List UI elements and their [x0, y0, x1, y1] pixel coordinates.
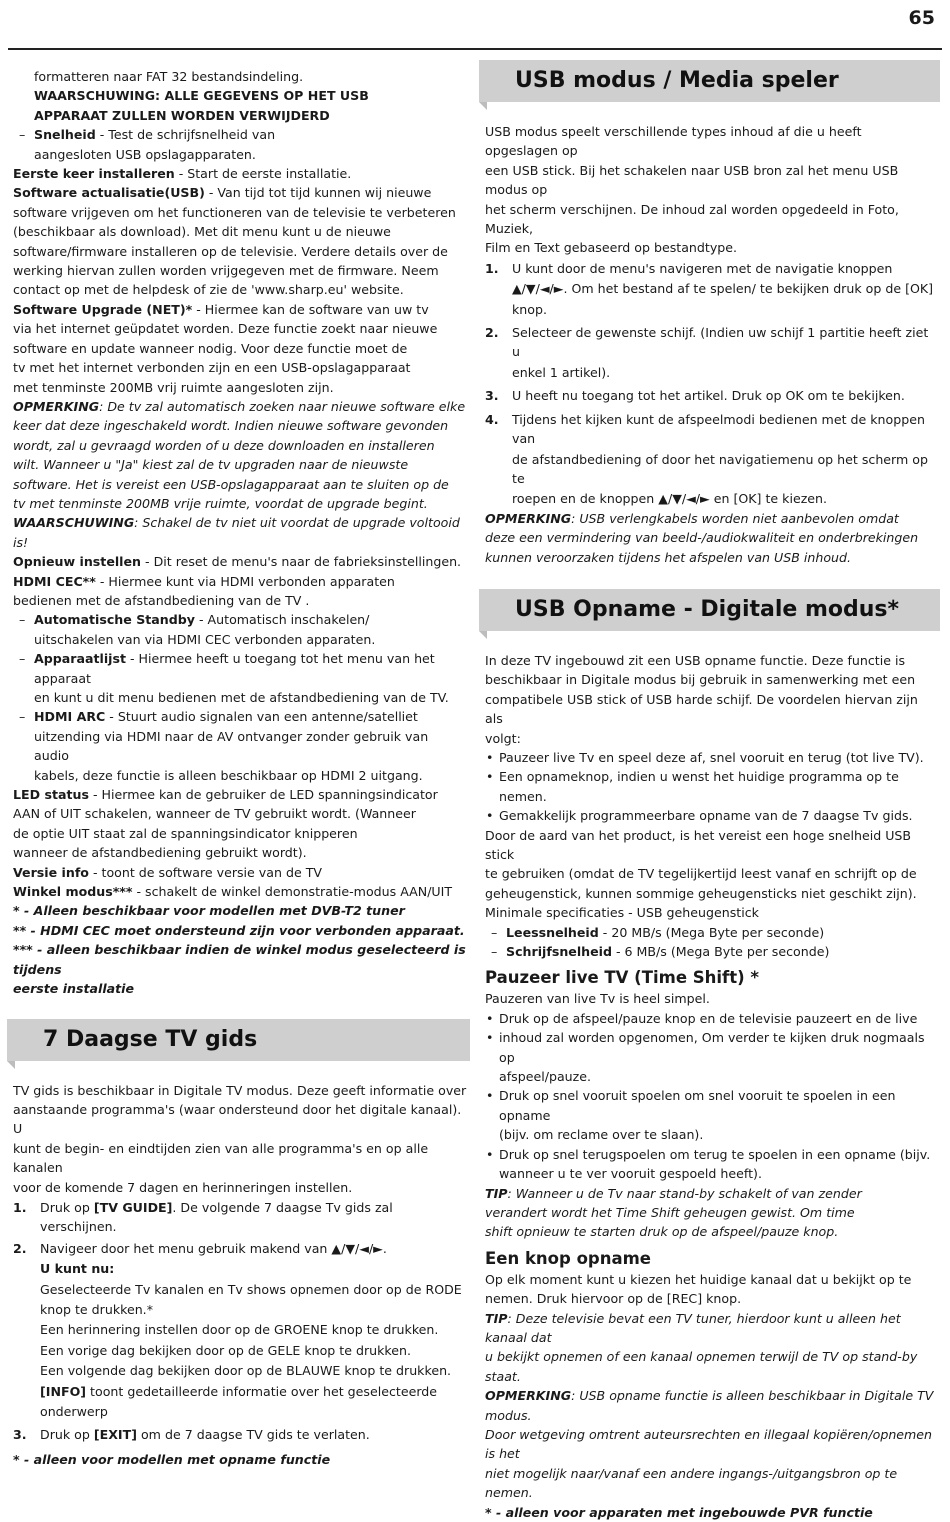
- bullet-item: • Pauzeer live Tv en speel deze af, snel vooruit en terug (tot live TV).: [485, 748, 937, 767]
- text-line: software vrijgeven om het functioneren van de televisie te verbeteren: [13, 204, 456, 220]
- right-column: [485, 60, 937, 1522]
- text-line: wilt. Wanneer u "Ja" kiest zal de tv upgraden naar de nieuwste: [13, 457, 409, 473]
- header-rule: [8, 48, 942, 50]
- text-line: de afstandbediening of door het navigatiemenu op het scherm op te: [512, 451, 928, 486]
- numbered-step: 3. U heeft nu toegang tot het artikel. Druk op OK om te bekijken.: [485, 388, 905, 404]
- text-line: bedienen met de afstandbediening van de TV .: [13, 592, 310, 608]
- page-number: 65: [908, 7, 935, 29]
- text-line: volgt:: [485, 730, 521, 746]
- text-line: onderwerp: [40, 1404, 108, 1419]
- text-line: TV gids is beschikbaar in Digitale TV modus. Deze geeft informatie over: [13, 1082, 467, 1098]
- waarschuwing-note: WAARSCHUWING: Schakel de tv niet uit voordat de upgrade voltooid is!: [13, 515, 460, 550]
- subsection-heading: Een knop opname: [485, 1248, 651, 1268]
- text-line: wordt, zal u gevraagd worden of u deze downloaden en installeren: [13, 437, 435, 453]
- text-line: Een herinnering instellen door op de GROENE knop te drukken.: [40, 1322, 439, 1338]
- text-line: Pauzeren van live Tv is heel simpel.: [485, 991, 710, 1007]
- text-line: Film en Text gebaseerd op bestandtype.: [485, 240, 738, 256]
- opmerking-note: OPMERKING: De tv zal automatisch zoeken naar nieuwe software elke: [13, 398, 466, 414]
- numbered-step: 4. Tijdens het kijken kunt de afspeelmodi bedienen met de knoppen van: [485, 411, 925, 447]
- numbered-step: 2. Selecteer de gewenste schijf. (Indien uw schijf 1 partitie heeft ziet u: [485, 325, 929, 360]
- text-line: te gebruiken (omdat de TV tegelijkertijd leest vanaf en schrijft op de: [485, 866, 917, 882]
- section-banner-tv-gids: [7, 1019, 470, 1061]
- text-line: knop te drukken.*: [40, 1301, 153, 1317]
- spec-item: – Schrijfsnelheid - 6 MB/s (Mega Byte per seconde): [485, 942, 937, 961]
- text-line: via het internet geüpdatet worden. Deze functie zoekt naar nieuwe: [13, 321, 438, 337]
- hdmi-cec: HDMI CEC** - Hiermee kunt via HDMI verbonden apparaten: [13, 573, 395, 589]
- apparaatlijst-item: – Apparaatlijst - Hiermee heeft u toegang tot het menu van het apparaat: [13, 649, 467, 688]
- text-line: nemen. Druk hiervoor op de [REC] knop.: [485, 1291, 742, 1307]
- text-line: roepen en de knoppen ▲/▼/◄/► en [OK] te kiezen.: [512, 491, 828, 507]
- opmerking-note: OPMERKING: USB verlengkabels worden niet aanbevolen omdat: [485, 510, 899, 526]
- text-line: Geselecteerde Tv kanalen en Tv shows opnemen door op de RODE: [40, 1281, 462, 1297]
- numbered-step: 3. Druk op [EXIT] om de 7 daagse TV gids te verlaten.: [13, 1427, 370, 1443]
- left-column: [13, 67, 467, 1469]
- text-line: shift opnieuw te starten druk op de afspeel/pauze knop.: [485, 1224, 839, 1240]
- text-line: een USB stick. Bij het schakelen naar USB bron zal het menu USB modus op: [485, 162, 899, 198]
- bullet-item: • Gemakkelijk programmeerbare opname van de 7 daagse Tv gids.: [485, 806, 937, 825]
- text-line: enkel 1 artikel).: [512, 364, 611, 380]
- text-line: Minimale specificaties - USB geheugenstick: [485, 905, 759, 921]
- footnote: ** - HDMI CEC moet ondersteund zijn voor verbonden apparaat.: [13, 922, 465, 938]
- versie-info: Versie info - toont de software versie van de TV: [13, 864, 323, 880]
- text-line: aangesloten USB opslagapparaten.: [34, 146, 256, 162]
- text-line: Door de aard van het product, is het vereist een hoge snelheid USB stick: [485, 827, 912, 862]
- led-status: LED status - Hiermee kan de gebruiker de LED spanningsindicator: [13, 787, 438, 803]
- text-line: USB modus speelt verschillende types inhoud af die u heeft opgeslagen op: [485, 124, 862, 159]
- text-line: (bijv. om reclame over te slaan).: [499, 1127, 704, 1143]
- text-line: contact op met de helpdesk of zie de 'www.sharp.eu' website.: [13, 282, 404, 298]
- text-line: werking hiervan zullen worden vrijgegeven met de firmware. Neem: [13, 263, 439, 279]
- text-line: afspeel/pauze.: [499, 1069, 591, 1085]
- text-line: software en update wanneer nodig. Voor deze functie moet de: [13, 340, 408, 356]
- text-line: kabels, deze functie is alleen beschikbaar op HDMI 2 uitgang.: [34, 767, 423, 783]
- snelheid-item: – Snelheid - Test de schrijfsnelheid van: [13, 125, 467, 144]
- text-line: In deze TV ingebouwd zit een USB opname functie. Deze functie is: [485, 652, 906, 668]
- section-banner-usb-modus: [479, 60, 940, 102]
- tip-note: TIP: Deze televisie bevat een TV tuner, hierdoor kunt u alleen het kanaal dat: [485, 1310, 901, 1345]
- text-line: de optie UIT staat zal de spanningsindicator knipperen: [13, 825, 358, 841]
- tip-note: TIP: Wanneer u de Tv naar stand-by schakelt of van zender: [485, 1185, 862, 1201]
- section-title: USB modus / Media speler: [515, 68, 839, 93]
- text-line: het scherm verschijnen. De inhoud zal worden opgedeeld in Foto, Muziek,: [485, 201, 899, 237]
- text-line: wanneer u te ver vooruit gespoeld heeft).: [499, 1166, 762, 1182]
- text-line: u bekijkt opnemen of een kanaal opnemen terwijl de TV op stand-by staat.: [485, 1349, 918, 1384]
- bullet-item: • Druk op snel vooruit spoelen om snel vooruit te spoelen in een opname: [485, 1086, 937, 1125]
- spec-item: – Leessnelheid - 20 MB/s (Mega Byte per seconde): [485, 923, 937, 942]
- text-line: Een vorige dag bekijken door op de GELE knop te drukken.: [40, 1342, 412, 1358]
- text-line: Op elk moment kunt u kiezen het huidige kanaal dat u bekijkt op te: [485, 1271, 912, 1287]
- text-line: uitschakelen van via HDMI CEC verbonden apparaten.: [34, 631, 376, 647]
- text-line: met tenminste 200MB vrij ruimte aangesloten zijn.: [13, 379, 334, 395]
- software-net: Software Upgrade (NET)* - Hiermee kan de software van uw tv: [13, 301, 429, 317]
- text-line: Een volgende dag bekijken door op de BLAUWE knop te drukken.: [40, 1363, 452, 1379]
- text-line: ▲/▼/◄/►. Om het bestand af te spelen/ te bekijken druk op de [OK]: [512, 281, 934, 297]
- bullet-item: • Druk op snel terugspoelen om terug te spoelen in een opname (bijv.: [485, 1145, 937, 1164]
- text-line: en kunt u dit menu bedienen met de afstandbediening van de TV.: [34, 690, 449, 705]
- text-line: tv met tenminste 200MB vrije ruimte, voordat de upgrade begint.: [13, 495, 428, 511]
- text-line: geheugenstick, kunnen sommige geheugensticks niet geschikt zijn).: [485, 885, 917, 901]
- section-title: 7 Daagse TV gids: [43, 1026, 258, 1052]
- opnieuw-instellen: Opnieuw instellen - Dit reset de menu's naar de fabrieksinstellingen.: [13, 554, 462, 570]
- text-line: (beschikbaar als download). Met dit menu kunt u de nieuwe: [13, 224, 391, 240]
- text-line: formatteren naar FAT 32 bestandsindeling.: [34, 69, 304, 84]
- text-line: deze een vermindering van beeld-/audiokwaliteit en onderbrekingen: [485, 530, 919, 546]
- step-subheading: U kunt nu:: [40, 1261, 115, 1277]
- warning-line: WAARSCHUWING: ALLE GEGEVENS OP HET USB: [34, 88, 369, 104]
- bullet-item: • Een opnameknop, indien u wenst het huidige programma op te nemen.: [485, 767, 937, 806]
- footnote: * - alleen voor apparaten met ingebouwde PVR functie: [485, 1504, 873, 1520]
- text-line: kunnen veroorzaken tijdens het afspelen van USB inhoud.: [485, 549, 852, 565]
- text-line: compatibele USB stick of USB harde schijf. De voordelen hiervan zijn als: [485, 691, 918, 727]
- text-line: AAN of UIT schakelen, wanneer de TV gebruikt wordt. (Wanneer: [13, 806, 416, 822]
- software-usb: Software actualisatie(USB) - Van tijd tot tijd kunnen wij nieuwe: [13, 185, 432, 201]
- text-line: uitzending via HDMI naar de AV ontvanger zonder gebruik van audio: [34, 728, 429, 764]
- footnote: *** - alleen beschikbaar indien de winkel modus geselecteerd is tijdens: [13, 942, 466, 977]
- eerste-installatie: Eerste keer installeren - Start de eerste installatie.: [13, 166, 352, 182]
- text-line: aanstaande programma's (waar ondersteund door het digitale kanaal). U: [13, 1101, 462, 1137]
- text-line: Door wetgeving omtrent auteursrechten en illegaal kopiëren/opnemen is het: [485, 1426, 933, 1462]
- text-line: kunt de begin- en eindtijden zien van alle programma's en op alle kanalen: [13, 1140, 429, 1176]
- text-line: • inhoud zal worden opgenomen, Om verder te kijken druk nogmaals op: [485, 1028, 937, 1067]
- text-line: niet mogelijk naar/vanaf een andere ingangs-/uitgangsbron op te nemen.: [485, 1465, 898, 1501]
- text-line: voor de komende 7 dagen en herinneringen instellen.: [13, 1179, 353, 1195]
- numbered-step: 1. Druk op [TV GUIDE]. De volgende 7 daagse Tv gids zal verschijnen.: [13, 1199, 393, 1235]
- footnote: eerste installatie: [13, 981, 135, 997]
- section-banner-usb-opname: [479, 589, 940, 631]
- numbered-step: 1. U kunt door de menu's navigeren met de navigatie knoppen: [485, 260, 893, 276]
- text-line: [INFO] toont gedetailleerde informatie over het geselecteerde: [40, 1383, 438, 1399]
- section-title: USB Opname - Digitale modus*: [515, 596, 900, 622]
- text-line: software/firmware installeren op de televisie. Verdere details over de: [13, 243, 448, 259]
- warning-line: APPARAAT ZULLEN WORDEN VERWIJDERD: [34, 107, 330, 123]
- text-line: wanneer de afstandbediening gebruikt wordt).: [13, 845, 307, 861]
- text-line: beschikbaar in Digitale modus bij gebruik in samenwerking met een: [485, 672, 916, 688]
- text-line: knop.: [512, 301, 547, 317]
- text-line: software. Het is vereist een USB-opslagapparaat aan te sluiten op de: [13, 476, 449, 492]
- winkel-modus: Winkel modus*** - schakelt de winkel demonstratie-modus AAN/UIT: [13, 884, 453, 900]
- text-line: verandert wordt het Time Shift geheugen gewist. Om time: [485, 1204, 855, 1220]
- text-line: keer dat deze ingeschakeld wordt. Indien nieuwe software gevonden: [13, 418, 449, 434]
- bullet-item: • Druk op de afspeel/pauze knop en de televisie pauzeert en de live: [485, 1009, 937, 1028]
- hdmi-arc-item: – HDMI ARC - Stuurt audio signalen van een antenne/satelliet: [13, 707, 467, 726]
- footnote: * - alleen voor modellen met opname functie: [13, 1451, 331, 1467]
- footnote: * - Alleen beschikbaar voor modellen met DVB-T2 tuner: [13, 903, 405, 919]
- subsection-heading: Pauzeer live TV (Time Shift) *: [485, 968, 760, 988]
- auto-standby-item: – Automatische Standby - Automatisch inschakelen/: [13, 610, 467, 629]
- text-line: tv met het internet verbonden zijn en een USB-opslagapparaat: [13, 360, 411, 376]
- opmerking-note: OPMERKING: USB opname functie is alleen beschikbaar in Digitale TV modus.: [485, 1388, 934, 1423]
- numbered-step: 2. Navigeer door het menu gebruik makend van ▲/▼/◄/►.: [13, 1240, 387, 1256]
